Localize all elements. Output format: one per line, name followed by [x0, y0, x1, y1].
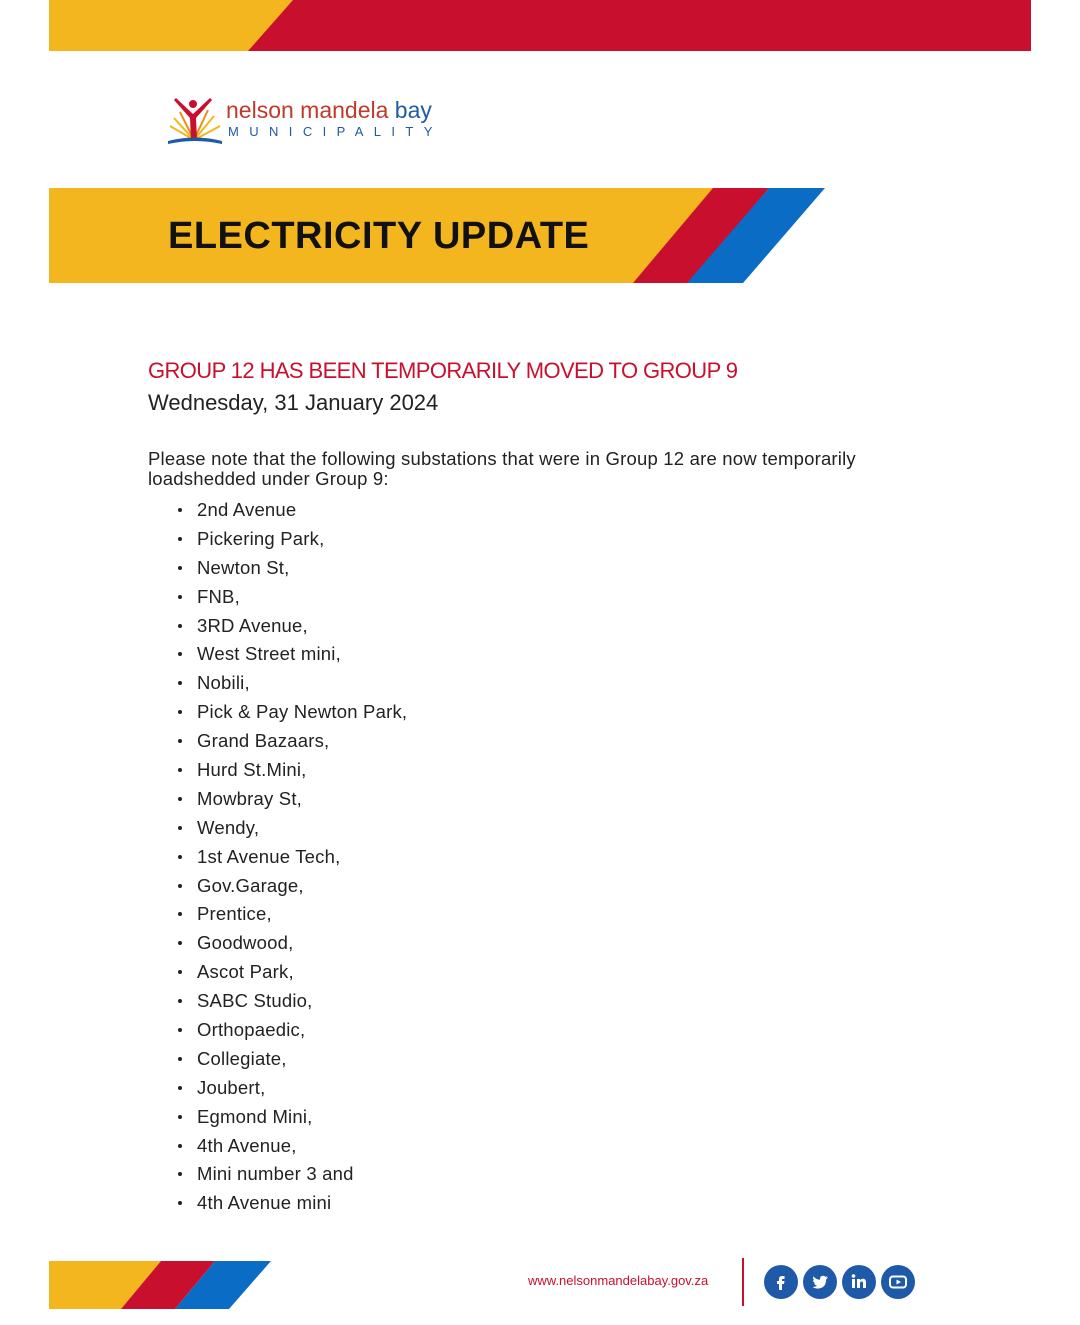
logo-name-primary: nelson mandela — [226, 97, 389, 123]
substation-item: Grand Bazaars, — [175, 727, 407, 756]
top-color-band — [49, 0, 1031, 51]
substation-item: 2nd Avenue — [175, 496, 407, 525]
substation-item: Pickering Park, — [175, 525, 407, 554]
substation-item: Egmond Mini, — [175, 1103, 407, 1132]
notice-date: Wednesday, 31 January 2024 — [148, 390, 439, 415]
substation-item: Pick & Pay Newton Park, — [175, 698, 407, 727]
website-link[interactable]: www.nelsonmandelabay.gov.za — [528, 1273, 709, 1288]
logo-name-secondary: bay — [394, 97, 432, 123]
substation-item: Mini number 3 and — [175, 1160, 407, 1189]
social-icons — [764, 1265, 914, 1299]
substation-item: Goodwood, — [175, 929, 407, 958]
substation-item: 1st Avenue Tech, — [175, 843, 407, 872]
logo-subtitle: MUNICIPALITY — [228, 124, 443, 139]
substation-item: Ascot Park, — [175, 958, 407, 987]
substation-item: Prentice, — [175, 900, 407, 929]
substation-item: Newton St, — [175, 554, 407, 583]
linkedin-icon[interactable] — [842, 1265, 876, 1299]
substation-item: West Street mini, — [175, 640, 407, 669]
notice-headline: GROUP 12 HAS BEEN TEMPORARILY MOVED TO GROUP 9 — [148, 358, 738, 383]
substation-list — [175, 496, 407, 1218]
facebook-icon[interactable] — [764, 1265, 798, 1299]
substation-item: Orthopaedic, — [175, 1016, 407, 1045]
bottom-color-band — [49, 1261, 271, 1309]
substation-item: Collegiate, — [175, 1045, 407, 1074]
substation-item: Hurd St.Mini, — [175, 756, 407, 785]
municipality-logo — [166, 94, 466, 148]
youtube-icon[interactable] — [881, 1265, 915, 1299]
substation-item: 4th Avenue, — [175, 1132, 407, 1161]
substation-item: Wendy, — [175, 814, 407, 843]
footer-divider — [742, 1258, 744, 1306]
substation-item: 4th Avenue mini — [175, 1189, 407, 1218]
banner-title: ELECTRICITY UPDATE — [168, 215, 590, 257]
notice-intro: Please note that the following substations that were in Group 12 are now temporarily loadshedded under Group 9: — [148, 448, 856, 489]
substation-item: Nobili, — [175, 669, 407, 698]
logo-figure-icon — [166, 96, 224, 146]
substation-item: FNB, — [175, 583, 407, 612]
substation-item: Gov.Garage, — [175, 872, 407, 901]
substation-item: Mowbray St, — [175, 785, 407, 814]
twitter-icon[interactable] — [803, 1265, 837, 1299]
logo-wordmark — [226, 96, 432, 124]
substation-item: SABC Studio, — [175, 987, 407, 1016]
substation-item: Joubert, — [175, 1074, 407, 1103]
substation-item: 3RD Avenue, — [175, 612, 407, 641]
